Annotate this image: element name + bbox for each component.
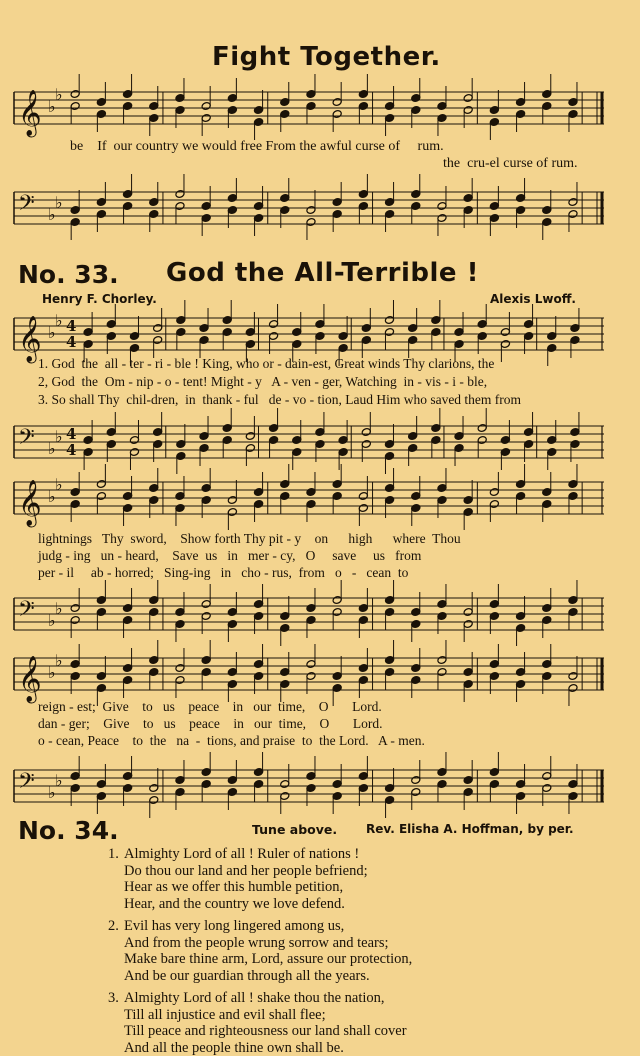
lyric-verse-3: 3. So shall Thy chil-dren, in thank - ful de - vo - tion, Laud Him who saved them from bbox=[38, 391, 521, 408]
verse-line: Almighty Lord of all ! Ruler of nations ! bbox=[124, 846, 359, 862]
note-chord bbox=[477, 304, 487, 354]
flat-icon: ♭ bbox=[55, 771, 63, 790]
note-chord bbox=[516, 764, 526, 814]
note-chord bbox=[227, 480, 237, 530]
note-chord bbox=[332, 764, 342, 814]
note-chord bbox=[463, 592, 473, 642]
note-chord bbox=[176, 424, 186, 474]
note-chord bbox=[269, 304, 279, 354]
treble-clef-icon: 𝄞 bbox=[18, 316, 42, 364]
verse-1 bbox=[108, 846, 412, 912]
note-chord bbox=[411, 592, 421, 642]
note-chord bbox=[306, 756, 316, 806]
note-chord bbox=[437, 468, 447, 518]
note-chord bbox=[542, 756, 552, 806]
flat-icon: ♭ bbox=[55, 311, 63, 330]
lyric-verse-2: 2, God the Om - nip - o - tent! Might - y A - ven - ger, Watching in - vis - i - ble, bbox=[38, 373, 487, 390]
note-chord bbox=[201, 468, 211, 518]
flat-icon: ♭ bbox=[48, 205, 56, 224]
flat-icon: ♭ bbox=[48, 439, 56, 458]
verse-line: Till all injustice and evil shall flee; bbox=[108, 1007, 412, 1024]
lyric-verse-1: 1. God the all - ter - ri - ble ! King, who or - dain-est, Great winds Thy clarions, the bbox=[38, 355, 494, 372]
note-chord bbox=[280, 178, 290, 228]
music-staff bbox=[14, 650, 604, 702]
note-chord bbox=[384, 424, 394, 474]
staff-lines bbox=[14, 426, 604, 458]
flat-icon: ♭ bbox=[55, 193, 63, 212]
note-chord bbox=[315, 412, 325, 462]
music-staff bbox=[14, 590, 604, 642]
note-chord bbox=[106, 412, 116, 462]
flat-icon: ♭ bbox=[55, 427, 63, 446]
note-chord bbox=[227, 178, 237, 228]
note-chord bbox=[254, 186, 264, 236]
note-chord bbox=[280, 596, 290, 646]
note-chord bbox=[201, 86, 211, 136]
staff-lines bbox=[14, 318, 604, 350]
note-chord bbox=[227, 652, 237, 702]
treble-clef-icon: 𝄞 bbox=[18, 90, 42, 138]
flat-icon: ♭ bbox=[55, 85, 63, 104]
note-chord bbox=[175, 78, 185, 128]
note-chord bbox=[385, 768, 395, 818]
treble-clef-icon: 𝄞 bbox=[18, 656, 42, 704]
note-chord bbox=[385, 86, 395, 136]
note-chord bbox=[516, 596, 526, 646]
note-chord bbox=[254, 90, 264, 140]
time-signature: 4 bbox=[66, 317, 76, 335]
note-chord bbox=[106, 304, 116, 354]
hymn-number-34: No. 34. bbox=[18, 816, 119, 845]
note-chord bbox=[568, 764, 578, 814]
note-chord bbox=[463, 178, 473, 228]
note-chord bbox=[83, 420, 93, 470]
note-chord bbox=[500, 420, 510, 470]
note-chord bbox=[292, 420, 302, 470]
bass-clef-icon: 𝄢 bbox=[18, 191, 35, 221]
note-chord bbox=[280, 652, 290, 702]
composer-credit: Alexis Lwoff. bbox=[490, 292, 576, 306]
verse-3 bbox=[108, 990, 412, 1056]
flat-icon: ♭ bbox=[55, 599, 63, 618]
verse-block bbox=[108, 846, 412, 1056]
verse-2 bbox=[108, 918, 412, 984]
note-chord bbox=[361, 412, 371, 462]
verse-line: And be our guardian through all the years. bbox=[108, 968, 412, 985]
music-staff bbox=[14, 762, 604, 814]
note-chord bbox=[385, 468, 395, 518]
lyric-line-1: be If our country we would free From the awful curse of rum. bbox=[70, 138, 444, 155]
note-chord bbox=[358, 756, 368, 806]
flat-icon: ♭ bbox=[48, 663, 56, 682]
verse-line: And all the people thine own shall be. bbox=[108, 1040, 412, 1056]
time-signature: 4 bbox=[66, 425, 76, 443]
verse-number: 1. bbox=[108, 846, 124, 863]
music-staff bbox=[14, 84, 604, 136]
tune-reference: Tune above. bbox=[252, 822, 337, 837]
verse-line: Evil has very long lingered among us, bbox=[124, 918, 344, 934]
lyric-verse-3: per - il ab - horred; Sing-ing in cho - rus, from o - cean to bbox=[38, 564, 408, 581]
note-chord bbox=[489, 186, 499, 236]
verse-line: Hear as we offer this humble petition, bbox=[108, 879, 412, 896]
lyric-line-2: the cru-el curse of rum. bbox=[443, 155, 578, 172]
flat-icon: ♭ bbox=[48, 97, 56, 116]
note-chord bbox=[280, 764, 290, 814]
flat-icon: ♭ bbox=[55, 651, 63, 670]
note-chord bbox=[437, 86, 447, 136]
note-chord bbox=[489, 90, 499, 140]
bass-clef-icon: 𝄢 bbox=[18, 597, 35, 627]
verse-line: Till peace and righteousness our land shall cover bbox=[108, 1023, 412, 1040]
note-chord bbox=[524, 412, 534, 462]
verse-line: Make bare thine arm, Lord, assure our protection, bbox=[108, 951, 412, 968]
note-chord bbox=[315, 304, 325, 354]
note-chord bbox=[437, 584, 447, 634]
note-chord bbox=[463, 652, 473, 702]
note-chord bbox=[149, 86, 159, 136]
note-chord bbox=[547, 316, 557, 366]
verse-number: 2. bbox=[108, 918, 124, 935]
music-staff bbox=[14, 184, 604, 244]
note-chord bbox=[542, 190, 552, 240]
note-chord bbox=[123, 476, 133, 526]
note-chord bbox=[70, 644, 80, 694]
note-chord bbox=[153, 412, 163, 462]
bass-clef-icon: 𝄢 bbox=[18, 769, 35, 799]
hymn-title-33: God the All-Terrible ! bbox=[166, 258, 479, 288]
note-chord bbox=[489, 644, 499, 694]
note-chord bbox=[500, 312, 510, 362]
note-chord bbox=[411, 476, 421, 526]
note-chord bbox=[254, 584, 264, 634]
note-chord bbox=[524, 304, 534, 354]
note-chord bbox=[568, 656, 578, 706]
lyric-verse-2: judg - ing un - heard, Save us in mer - cy, O save us from bbox=[38, 547, 421, 564]
hymn-title-fight-together: Fight Together. bbox=[212, 42, 441, 72]
note-chord bbox=[463, 78, 473, 128]
time-signature: 4 bbox=[66, 333, 76, 351]
note-chord bbox=[227, 592, 237, 642]
music-staff bbox=[14, 418, 604, 470]
author-credit: Henry F. Chorley. bbox=[42, 292, 157, 306]
note-chord bbox=[123, 756, 133, 806]
note-chord bbox=[547, 420, 557, 470]
lyric-verse-1: lightnings Thy sword, Show forth Thy pit - y on high where Thou bbox=[38, 530, 461, 547]
lyric-verse-2: dan - ger; Give to us peace in our time, O Lord. bbox=[38, 715, 383, 732]
verse-line: Hear, and the country we love defend. bbox=[108, 896, 412, 913]
note-chord bbox=[254, 644, 264, 694]
note-chord bbox=[70, 190, 80, 240]
flat-icon: ♭ bbox=[48, 487, 56, 506]
treble-clef-icon: 𝄞 bbox=[18, 480, 42, 528]
flat-icon: ♭ bbox=[48, 611, 56, 630]
note-chord bbox=[338, 420, 348, 470]
note-chord bbox=[201, 186, 211, 236]
verse-line: Almighty Lord of all ! shake thou the nation, bbox=[124, 990, 385, 1006]
note-chord bbox=[306, 644, 316, 694]
note-chord bbox=[306, 190, 316, 240]
author-credit: Rev. Elisha A. Hoffman, by per. bbox=[366, 822, 574, 836]
note-chord bbox=[201, 584, 211, 634]
hymn-number-33: No. 33. bbox=[18, 260, 119, 289]
note-chord bbox=[463, 480, 473, 530]
note-chord bbox=[227, 78, 237, 128]
flat-icon: ♭ bbox=[48, 783, 56, 802]
lyric-verse-1: reign - est; Give to us peace in our time, O Lord. bbox=[38, 698, 382, 715]
note-chord bbox=[516, 652, 526, 702]
note-chord bbox=[570, 412, 580, 462]
note-chord bbox=[175, 592, 185, 642]
time-signature: 4 bbox=[66, 441, 76, 459]
note-chord bbox=[411, 78, 421, 128]
note-chord bbox=[489, 584, 499, 634]
verse-number: 3. bbox=[108, 990, 124, 1007]
note-chord bbox=[542, 644, 552, 694]
flat-icon: ♭ bbox=[55, 475, 63, 494]
note-chord bbox=[516, 178, 526, 228]
note-chord bbox=[129, 420, 139, 470]
note-chord bbox=[96, 764, 106, 814]
note-chord bbox=[358, 476, 368, 526]
lyric-verse-3: o - cean, Peace to the na - tions, and praise to the Lord. A - men. bbox=[38, 732, 425, 749]
music-staff bbox=[14, 474, 604, 526]
bass-clef-icon: 𝄢 bbox=[18, 425, 35, 455]
flat-icon: ♭ bbox=[48, 323, 56, 342]
note-chord bbox=[70, 756, 80, 806]
verse-line: And from the people wrung sorrow and tears; bbox=[108, 935, 412, 952]
note-chord bbox=[175, 476, 185, 526]
verse-line: Do thou our land and her people befriend; bbox=[108, 863, 412, 880]
note-chord bbox=[437, 186, 447, 236]
note-chord bbox=[149, 468, 159, 518]
note-chord bbox=[149, 768, 159, 818]
